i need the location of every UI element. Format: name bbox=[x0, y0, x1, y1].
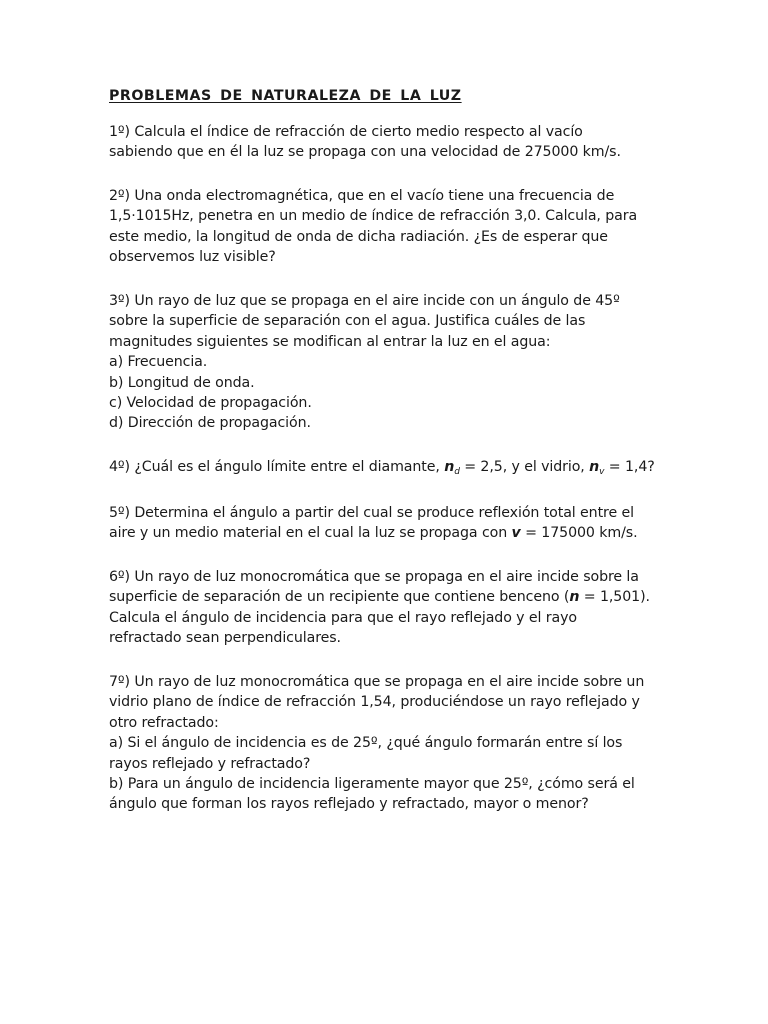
problem-line: sabiendo que en él la luz se propaga con una velocidad de 275000 km/s. bbox=[109, 144, 621, 161]
problem-line: 7º) Un rayo de luz monocromática que se propaga en el aire incide sobre un bbox=[109, 674, 645, 690]
problem-line: 1º) Calcula el índice de refracción de cierto medio respecto al vacío bbox=[109, 124, 583, 140]
problem-4 bbox=[109, 457, 669, 482]
problem-line: ángulo que forman los rayos reflejado y refractado, mayor o menor? bbox=[109, 796, 589, 813]
text-segment: = 175000 km/s. bbox=[520, 525, 638, 542]
variable-n-glass bbox=[589, 459, 604, 475]
problem-line: magnitudes siguientes se modifican al entrar la luz en el agua: bbox=[109, 333, 551, 350]
option-a: a) Si el ángulo de incidencia es de 25º, ¿qué ángulo formarán entre sí los bbox=[109, 735, 623, 752]
problem-line: 3º) Un rayo de luz que se propaga en el aire incide con un ángulo de 45º bbox=[109, 293, 620, 309]
problem-3 bbox=[109, 291, 669, 434]
variable-symbol: n bbox=[444, 459, 455, 475]
problem-1 bbox=[109, 122, 669, 163]
problem-line bbox=[109, 587, 669, 607]
problem-6 bbox=[109, 567, 669, 649]
problem-line: 5º) Determina el ángulo a partir del cual se produce reflexión total entre el bbox=[109, 505, 634, 521]
page-title: PROBLEMAS DE NATURALEZA DE LA LUZ bbox=[109, 88, 462, 104]
option-d: d) Dirección de propagación. bbox=[109, 415, 311, 432]
variable-n-diamond bbox=[444, 459, 460, 475]
problem-line: 2º) Una onda electromagnética, que en el vacío tiene una frecuencia de bbox=[109, 188, 615, 204]
option-b: b) Longitud de onda. bbox=[109, 374, 255, 391]
problem-5 bbox=[109, 503, 669, 544]
text-segment: aire y un medio material en el cual la luz se propaga con bbox=[109, 525, 512, 542]
option-c: c) Velocidad de propagación. bbox=[109, 395, 312, 412]
problem-line: 1,5·1015Hz, penetra en un medio de índice de refracción 3,0. Calcula, para bbox=[109, 208, 638, 225]
problem-line bbox=[109, 457, 669, 482]
text-segment: = 2,5, y el vidrio, bbox=[459, 459, 590, 475]
problem-line: Calcula el ángulo de incidencia para que el rayo reflejado y el rayo bbox=[109, 609, 577, 626]
variable-subscript: d bbox=[454, 467, 460, 477]
problem-line bbox=[109, 523, 669, 543]
text-segment: = 1,501). bbox=[579, 589, 650, 606]
variable-n: n bbox=[569, 589, 580, 606]
problem-line: sobre la superficie de separación con el agua. Justifica cuáles de las bbox=[109, 313, 586, 330]
variable-v: v bbox=[511, 525, 521, 542]
problem-line: 6º) Un rayo de luz monocromática que se propaga en el aire incide sobre la bbox=[109, 569, 639, 585]
text-segment: 4º) ¿Cuál es el ángulo límite entre el diamante, bbox=[109, 459, 445, 475]
problem-line: observemos luz visible? bbox=[109, 249, 276, 266]
variable-subscript: v bbox=[599, 467, 605, 477]
problem-7 bbox=[109, 672, 669, 815]
problem-line: vidrio plano de índice de refracción 1,54, produciéndose un rayo reflejado y bbox=[109, 694, 640, 711]
option-a: a) Frecuencia. bbox=[109, 354, 208, 371]
variable-symbol: n bbox=[589, 459, 600, 475]
problem-line: refractado sean perpendiculares. bbox=[109, 630, 341, 647]
text-segment: = 1,4? bbox=[604, 459, 655, 475]
problem-line: este medio, la longitud de onda de dicha radiación. ¿Es de esperar que bbox=[109, 228, 608, 245]
text-segment: superficie de separación de un recipiente que contiene benceno ( bbox=[109, 589, 570, 606]
problem-2 bbox=[109, 186, 669, 268]
problem-line: otro refractado: bbox=[109, 714, 219, 731]
problem-line: rayos reflejado y refractado? bbox=[109, 755, 311, 772]
option-b: b) Para un ángulo de incidencia ligeramente mayor que 25º, ¿cómo será el bbox=[109, 776, 635, 793]
